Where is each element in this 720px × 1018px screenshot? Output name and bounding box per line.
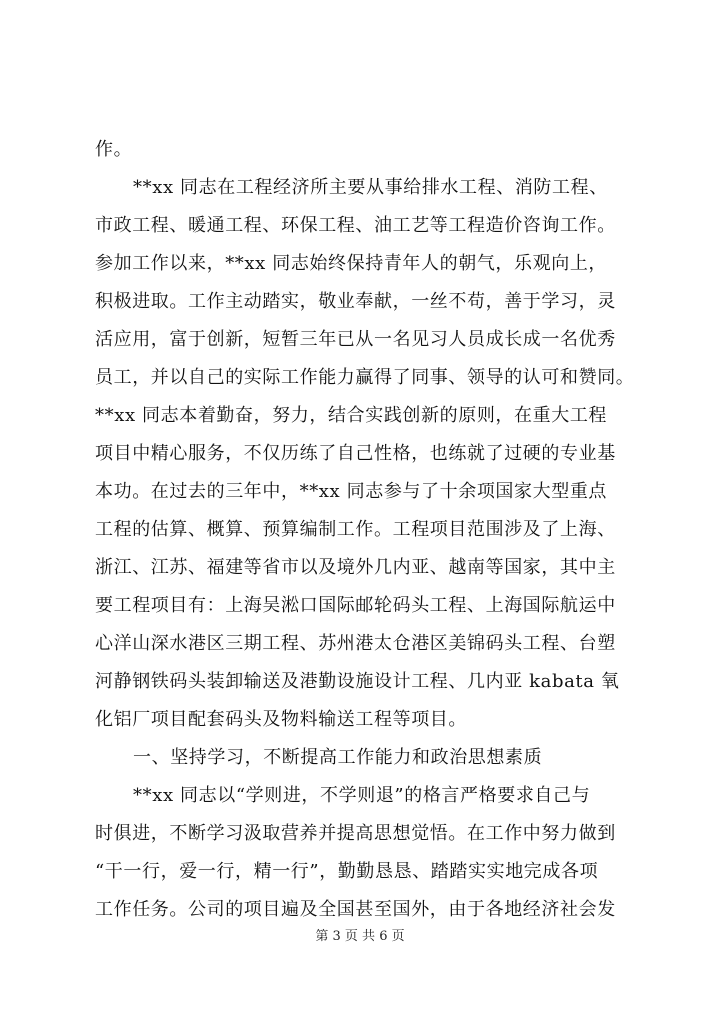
text-line-15: 河静钢铁码头装卸输送及港勤设施设计工程、几内亚 kabata 氧 bbox=[95, 671, 620, 692]
text-line-21: 工作任务。公司的项目遍及全国甚至国外，由于各地经济社会发 bbox=[95, 899, 616, 920]
text-line-9: 项目中精心服务，不仅历练了自己性格，也练就了过硬的专业基 bbox=[95, 443, 616, 464]
text-line-13: 要工程项目有：上海吴淞口国际邮轮码头工程、上海国际航运中 bbox=[95, 595, 616, 616]
text-line-3: 市政工程、暖通工程、环保工程、油工艺等工程造价咨询工作。 bbox=[95, 215, 616, 236]
text-line-10: 本功。在过去的三年中，**xx 同志参与了十余项国家大型重点 bbox=[95, 481, 608, 502]
text-line-11: 工程的估算、概算、预算编制工作。工程项目范围涉及了上海、 bbox=[95, 519, 616, 540]
text-line-20: “干一行，爱一行，精一行”，勤勤恳恳、踏踏实实地完成各项 bbox=[95, 861, 599, 882]
section-heading: 一、坚持学习，不断提高工作能力和政治思想素质 bbox=[133, 747, 543, 768]
text-line-16: 化铝厂项目配套码头及物料输送工程等项目。 bbox=[95, 709, 467, 730]
text-line-14: 心洋山深水港区三期工程、苏州港太仓港区美锦码头工程、台塑 bbox=[95, 633, 616, 654]
text-line-19: 时俱进，不断学习汲取营养并提高思想觉悟。在工作中努力做到 bbox=[95, 823, 616, 844]
text-line-8: **xx 同志本着勤奋，努力，结合实践创新的原则，在重大工程 bbox=[95, 405, 608, 426]
text-line-5: 积极进取。工作主动踏实，敬业奉献，一丝不苟，善于学习，灵 bbox=[95, 291, 616, 312]
page-number-footer: 第 3 页 共 6 页 bbox=[315, 929, 405, 944]
text-line-1: 作。 bbox=[95, 139, 133, 160]
text-line-2: **xx 同志在工程经济所主要从事给排水工程、消防工程、 bbox=[133, 177, 608, 198]
text-line-6: 活应用，富于创新，短暂三年已从一名见习人员成长成一名优秀 bbox=[95, 329, 616, 350]
text-line-12: 浙江、江苏、福建等省市以及境外几内亚、越南等国家，其中主 bbox=[95, 557, 616, 578]
text-line-7: 员工，并以自己的实际工作能力赢得了同事、领导的认可和赞同。 bbox=[95, 367, 635, 388]
text-line-4: 参加工作以来，**xx 同志始终保持青年人的朝气，乐观向上， bbox=[95, 253, 608, 274]
text-line-18: **xx 同志以“学则进，不学则退”的格言严格要求自己与 bbox=[133, 785, 591, 806]
